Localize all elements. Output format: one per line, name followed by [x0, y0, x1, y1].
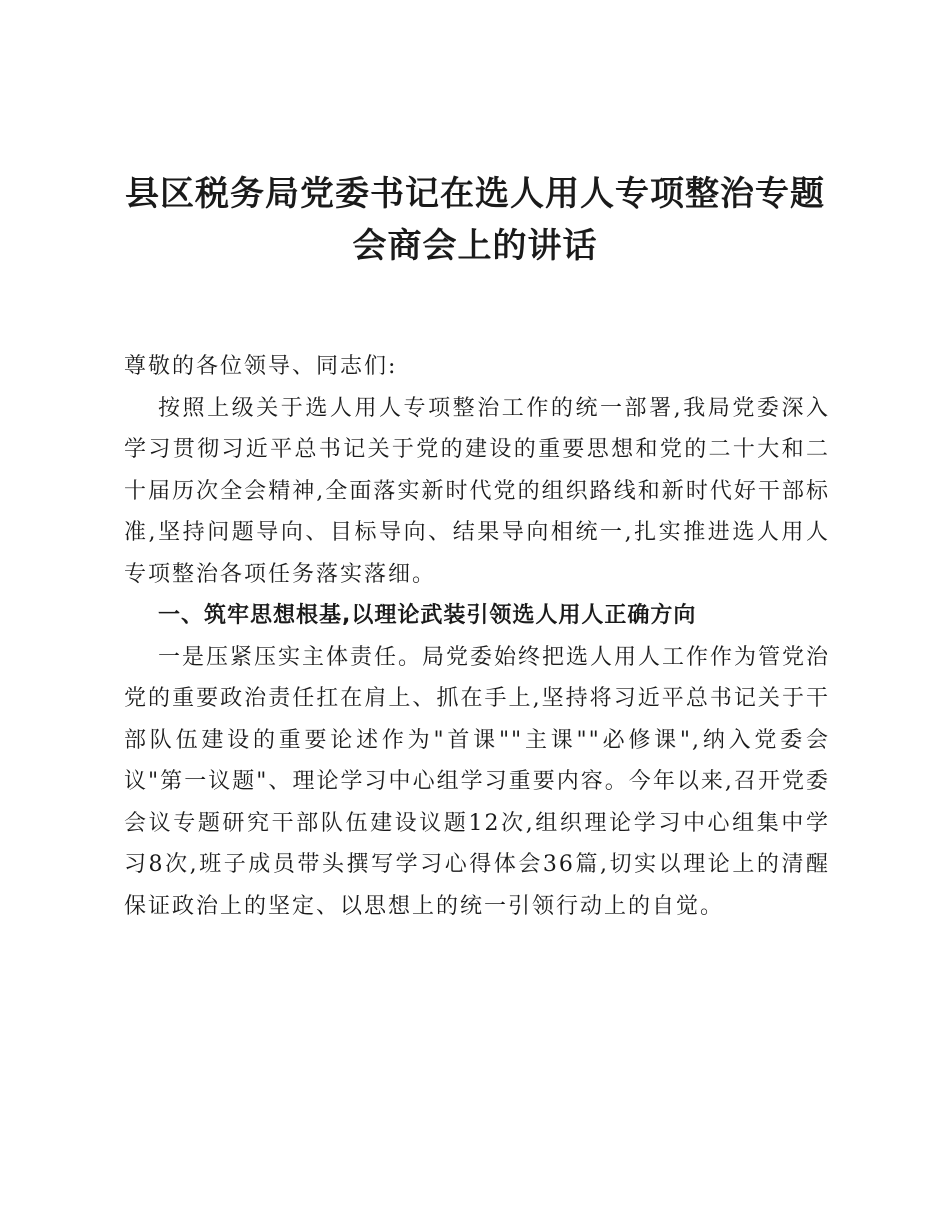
intro-paragraph: 按照上级关于选人用人专项整治工作的统一部署,我局党委深入学习贯彻习近平总书记关于党的建设的重要思想和党的二十大和二十届历次全会精神,全面落实新时代党的组织路线和新时代好干部标准,坚持问题导向、目标导向、结果导向相统一,扎实推进选人用人专项整治各项任务落实落细。	[124, 395, 830, 587]
document-body	[124, 346, 830, 927]
title-line-1: 县区税务局党委书记在选人用人专项整治专题	[125, 174, 825, 214]
title-line-2: 会商会上的讲话	[352, 226, 598, 266]
body-paragraph-1: 一是压紧压实主体责任。局党委始终把选人用人工作作为管党治党的重要政治责任扛在肩上、抓在手上,坚持将习近平总书记关于干部队伍建设的重要论述作为"首课""主课""必修课",纳入党委会议"第一议题"、理论学习中心组学习重要内容。今年以来,召开党委会议专题研究干部队伍建设议题12次,组织理论学习中心组集中学习8次,班子成员带头撰写学习心得体会36篇,切实以理论上的清醒保证政治上的坚定、以思想上的统一引领行动上的自觉。	[124, 644, 831, 919]
salutation: 尊敬的各位领导、同志们:	[124, 354, 398, 379]
section-heading-1: 一、筑牢思想根基,以理论武装引领选人用人正确方向	[158, 603, 697, 628]
document-title	[120, 168, 830, 272]
